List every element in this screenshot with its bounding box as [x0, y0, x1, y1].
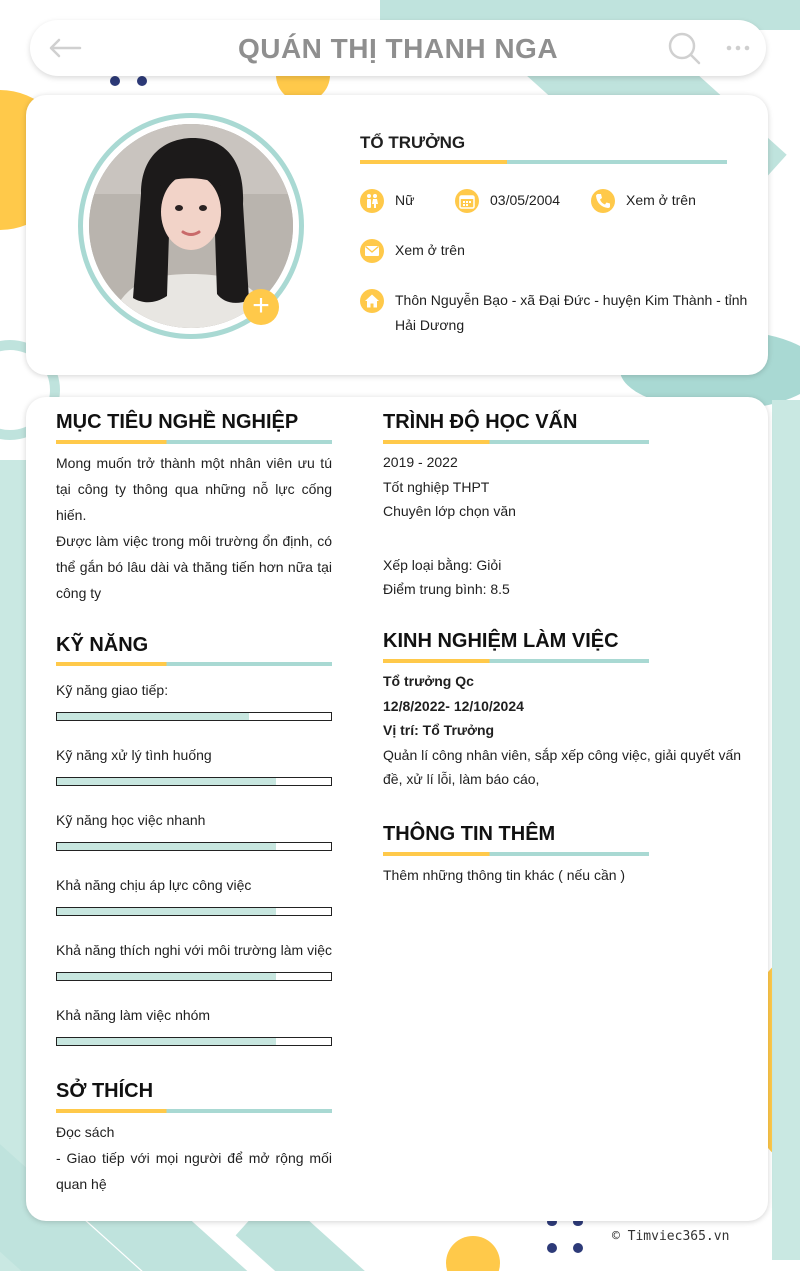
hobby-item: Đọc sách: [56, 1124, 115, 1140]
profile-card: [26, 95, 768, 375]
experience-period: 12/8/2022- 12/10/2024: [383, 697, 524, 714]
objective-paragraph-1: Mong muốn trở thành một nhân viên ưu tú tại công ty thông qua những nỗ lực cống hiến.: [56, 455, 332, 523]
skill-bar-fill: [57, 908, 276, 915]
birthday-text: 03/05/2004: [490, 192, 561, 208]
skills-underline: [56, 662, 332, 666]
experience-company: Tổ trưởng Qc: [383, 673, 474, 689]
skill-bar: [56, 907, 332, 916]
education-period: 2019 - 2022: [383, 454, 458, 470]
email-text: Xem ở trên: [395, 242, 465, 258]
email-item: [360, 243, 465, 267]
more-options-icon[interactable]: [724, 38, 752, 58]
education-underline: [383, 440, 649, 444]
header-bar: [30, 20, 766, 76]
skill-label: Kỹ năng giao tiếp:: [56, 682, 169, 698]
address-item: [360, 293, 750, 338]
skills-title: KỸ NĂNG: [56, 634, 149, 656]
skill-bar: [56, 712, 332, 721]
skill-bar: [56, 972, 332, 981]
skill-bar: [56, 842, 332, 851]
hobby-item: - Giao tiếp với mọi người để mở rộng mối quan hệ: [56, 1150, 332, 1192]
page-title: QUÁN THỊ THANH NGA: [237, 33, 559, 64]
birthday-item: [455, 193, 560, 217]
experience-underline: [383, 659, 649, 663]
home-icon: [360, 289, 384, 313]
education-major: Chuyên lớp chọn văn: [383, 503, 516, 519]
position-underline: [360, 160, 727, 164]
address-text: Thôn Nguyễn Bạo - xã Đại Đức - huyện Kim Thành - tỉnh Hải Dương: [395, 292, 748, 333]
add-photo-button[interactable]: +: [243, 289, 279, 325]
skill-bar: [56, 777, 332, 786]
skill-bar-fill: [57, 1038, 276, 1045]
main-card: [26, 397, 768, 1221]
experience-description: Quản lí công nhân viên, sắp xếp công việc, giải quyết vấn đề, xử lí lỗi, làm báo cáo,: [383, 746, 742, 787]
skill-label: Khả năng chịu áp lực công việc: [56, 877, 252, 893]
skill-bar: [56, 1037, 332, 1046]
experience-role: Vị trí: Tổ Trưởng: [383, 722, 495, 738]
education-title: TRÌNH ĐỘ HỌC VẤN: [383, 411, 578, 433]
skill-bar-fill: [57, 713, 249, 720]
hobbies-underline: [56, 1109, 332, 1113]
education-text: [383, 450, 743, 602]
skill-bar-fill: [57, 973, 276, 980]
footer-credit: © Timviec365.vn: [612, 1229, 730, 1244]
objective-underline: [56, 440, 332, 444]
phone-item: [591, 193, 696, 217]
objective-title: MỤC TIÊU NGHỀ NGHIỆP: [56, 411, 299, 433]
objective-text: [56, 450, 332, 606]
experience-title: KINH NGHIỆM LÀM VIỆC: [383, 630, 619, 652]
experience-text: [383, 669, 741, 792]
more-info-title: THÔNG TIN THÊM: [383, 823, 556, 845]
gender-icon: [360, 189, 384, 213]
hobbies-title: SỞ THÍCH: [56, 1080, 154, 1102]
skill-label: Khả năng làm việc nhóm: [56, 1007, 211, 1023]
education-degree: Tốt nghiệp THPT: [383, 478, 490, 495]
skill-label: Kỹ năng xử lý tình huống: [56, 747, 212, 763]
position-title: TỔ TRƯỞNG: [360, 133, 466, 152]
calendar-icon: [455, 189, 479, 213]
search-icon[interactable]: [666, 30, 702, 66]
email-icon: [360, 239, 384, 263]
education-gpa: Điểm trung bình: 8.5: [383, 581, 510, 597]
gender-item: [360, 193, 414, 217]
education-rank: Xếp loại bằng: Giỏi: [383, 556, 502, 573]
skill-bar-fill: [57, 778, 276, 785]
more-info-underline: [383, 852, 649, 856]
skill-label: Kỹ năng học việc nhanh: [56, 812, 206, 828]
phone-icon: [591, 189, 615, 213]
gender-text: Nữ: [395, 192, 415, 208]
objective-paragraph-2: Được làm việc trong môi trường ổn định, có thể gắn bó lâu dài và thăng tiến hơn nữa tại công ty: [56, 533, 332, 601]
more-info-text: Thêm những thông tin khác ( nếu cần ): [383, 867, 626, 883]
skill-label: Khả năng thích nghi với môi trường làm việc: [56, 942, 332, 958]
hobbies-text: [56, 1119, 332, 1197]
phone-text: Xem ở trên: [626, 192, 696, 208]
skill-bar-fill: [57, 843, 276, 850]
